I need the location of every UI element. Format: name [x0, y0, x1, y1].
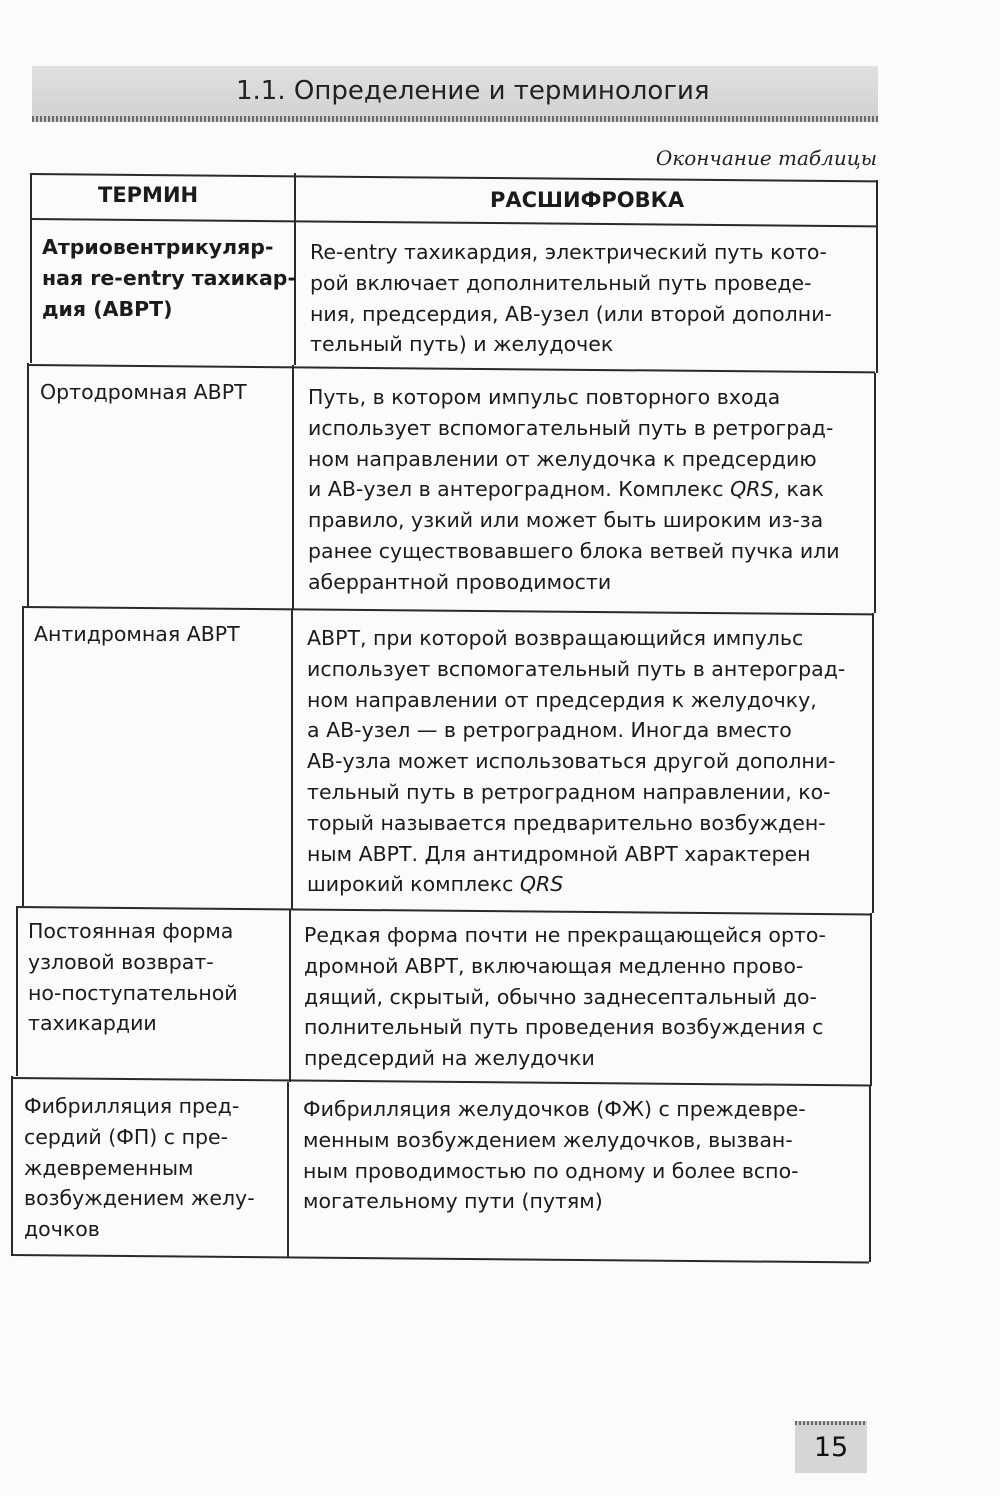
table-row-term — [24, 1091, 255, 1245]
term-line: ная re-entry тахикар- — [42, 265, 296, 290]
term-line: сердий (ФП) с пре- — [24, 1124, 229, 1149]
term-line: узловой возврат- — [28, 949, 214, 974]
definition-line: тельный путь в ретроградном направлении, ко- — [307, 779, 831, 804]
table-row-definition — [308, 382, 840, 598]
table-border-top — [30, 173, 876, 182]
definition-line: использует вспомогательный путь в антероград- — [307, 656, 846, 681]
table-column-divider — [287, 1082, 289, 1257]
definition-line: ния, предсердия, АВ-узел (или второй дополни- — [310, 301, 832, 326]
definition-line: рой включает дополнительный путь проведе- — [310, 270, 812, 295]
table-row-definition — [304, 920, 826, 1074]
definition-line: менным возбуждением желудочков, вызван- — [303, 1127, 793, 1152]
term-line: тахикардии — [28, 1011, 157, 1036]
table-row-divider — [11, 1077, 870, 1086]
definition-line: широкий комплекс QRS — [307, 872, 564, 897]
definition-line: торый называется предварительно возбужден- — [307, 810, 826, 835]
definition-line: правило, узкий или может быть широким из-за — [308, 508, 824, 533]
table-row-divider — [27, 364, 875, 373]
table-row-definition — [307, 623, 845, 900]
term-line: Ортодромная АВРТ — [40, 380, 247, 404]
term-line: но-поступательной — [28, 980, 238, 1005]
table-column-divider — [289, 910, 291, 1082]
table-border-left — [11, 1076, 13, 1254]
term-line: дочков — [24, 1217, 100, 1242]
table-caption: Окончание таблицы — [655, 146, 877, 170]
table-border-left — [16, 906, 18, 1076]
term-line: Фибрилляция пред- — [24, 1094, 240, 1118]
table-border-left — [22, 606, 24, 906]
table-border-right — [869, 1086, 871, 1262]
definition-line: и АВ-узел в антероградном. Комплекс QRS, как — [308, 477, 824, 502]
table-row-term — [34, 619, 240, 650]
table-column-divider — [291, 610, 293, 910]
table-row-definition — [303, 1094, 806, 1217]
table-border-left — [30, 173, 32, 363]
definition-line: могательному пути (путям) — [303, 1189, 603, 1214]
definition-line: ном направлении от предсердия к желудочку, — [307, 687, 817, 712]
definition-line: тельный путь) и желудочек — [310, 332, 614, 357]
table-column-divider — [292, 365, 294, 610]
term-line: Антидромная АВРТ — [34, 622, 240, 646]
table-header-divider — [30, 218, 876, 227]
term-line: Постоянная форма — [28, 919, 234, 943]
column-header-term: ТЕРМИН — [98, 183, 199, 207]
definition-line: АВРТ, при которой возвращающийся импульс — [307, 626, 804, 650]
definition-line: ным АВРТ. Для антидромной АВРТ характерен — [307, 841, 811, 866]
term-line: Атриовентрикуляр- — [42, 235, 274, 259]
table-row-definition — [310, 237, 832, 360]
table-border-bottom — [11, 1254, 869, 1263]
definition-line: АВ-узла может использоваться другой дополни- — [307, 749, 836, 774]
column-header-definition: РАСШИФРОВКА — [490, 188, 685, 212]
definition-line: Re-entry тахикардия, электрический путь кото- — [310, 240, 827, 264]
table-border-right — [874, 373, 876, 613]
term-line: возбуждением желу- — [24, 1186, 255, 1211]
table-border-left — [27, 363, 29, 606]
table-row-divider — [16, 906, 871, 915]
term-line: ждевременным — [24, 1155, 194, 1180]
table-border-right — [870, 913, 872, 1086]
table-row-term — [40, 377, 247, 408]
definition-line: Путь, в котором импульс повторного входа — [308, 385, 781, 409]
definition-line: использует вспомогательный путь в ретроград- — [308, 415, 834, 440]
definition-line: дромной АВРТ, включающая медленно прово- — [304, 953, 804, 978]
table-row-term — [28, 916, 238, 1039]
definition-line: полнительный путь проведения возбуждения с — [304, 1015, 824, 1040]
table-border-right — [876, 180, 878, 373]
definition-line: аберрантной проводимости — [308, 569, 612, 594]
definition-line: ным проводимостью по одному и более вспо- — [303, 1158, 799, 1183]
definition-line: ном направлении от желудочка к предсердию — [308, 446, 817, 471]
definition-line: Редкая форма почти не прекращающейся орто- — [304, 923, 826, 947]
definition-line: ранее существовавшего блока ветвей пучка или — [308, 538, 840, 563]
table-border-right — [872, 613, 874, 913]
table-row-term — [42, 232, 296, 324]
definition-line: Фибрилляция желудочков (ФЖ) с преждевре- — [303, 1097, 806, 1121]
definition-line: а АВ-узел — в ретроградном. Иногда вместо — [307, 718, 792, 743]
term-line: дия (АВРТ) — [42, 296, 173, 321]
page-number: 15 — [813, 1432, 849, 1463]
running-header-title: 1.1. Определение и терминология — [236, 76, 710, 106]
table-row-divider — [22, 606, 873, 615]
definition-line: дящий, скрытый, обычно заднесептальный до- — [304, 984, 817, 1009]
definition-line: предсердий на желудочки — [304, 1046, 595, 1071]
